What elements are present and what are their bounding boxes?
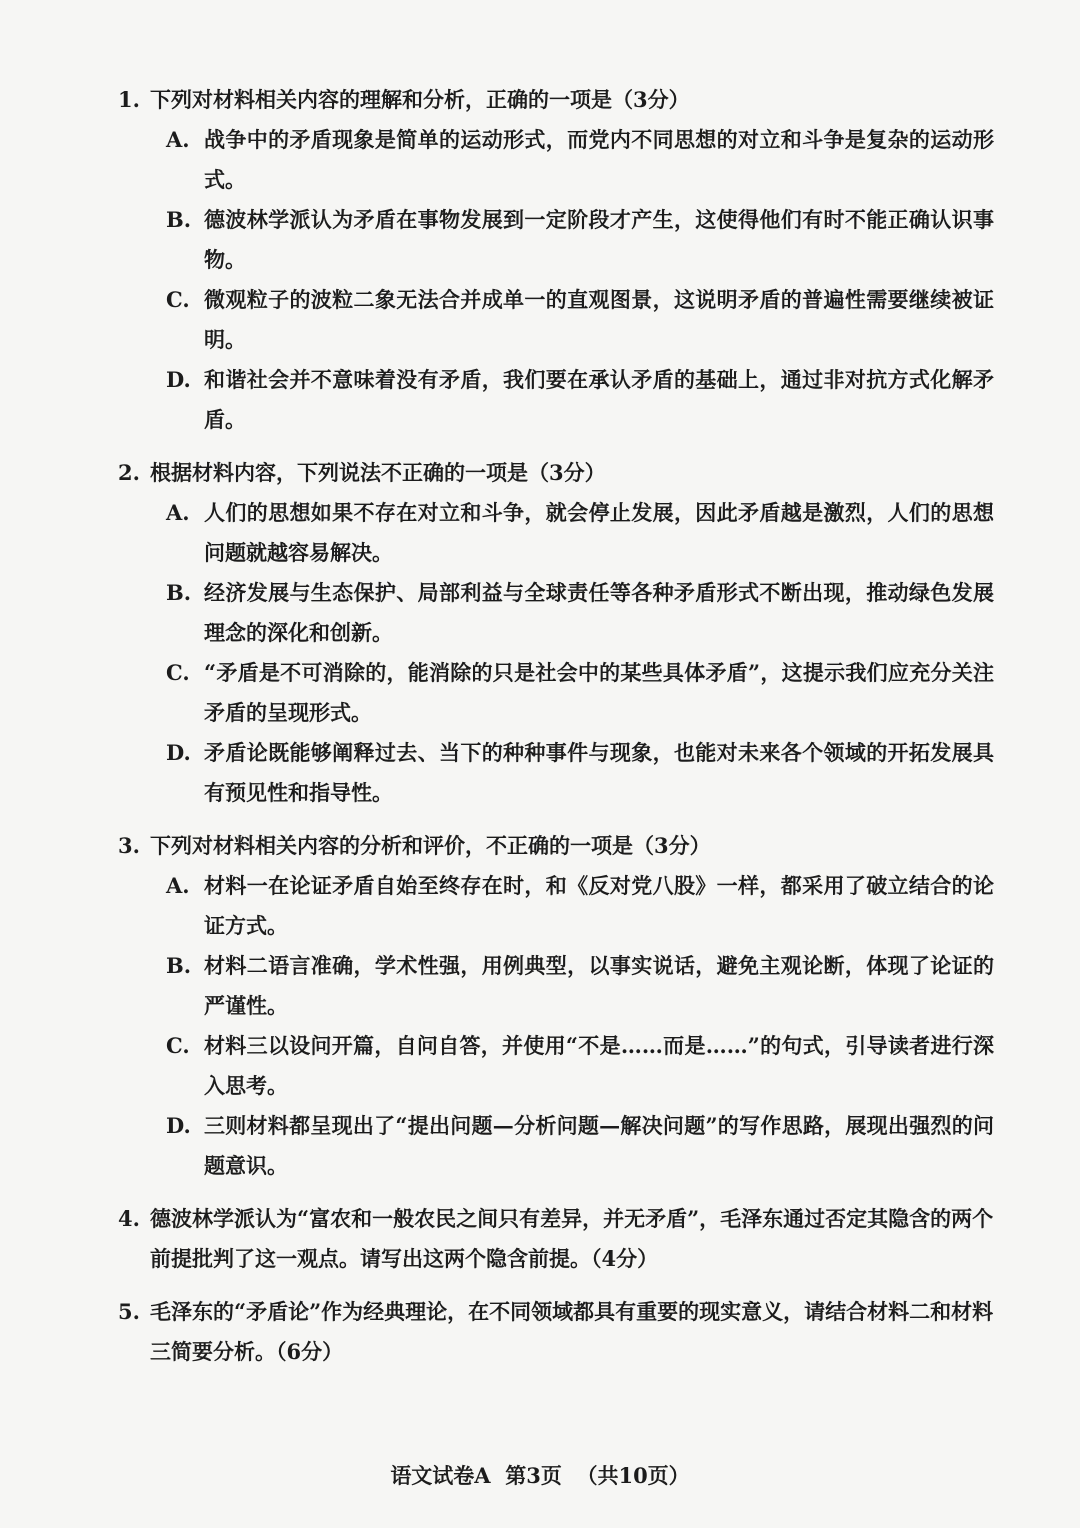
option-letter: D. (166, 1113, 191, 1138)
option-2-b (118, 573, 994, 653)
page-footer: 语文试卷A 第3页 （共10页） (390, 1463, 690, 1488)
option-text: 和谐社会并不意味着没有矛盾，我们要在承认矛盾的基础上，通过非对抗方式化解矛盾。 (204, 367, 994, 432)
question-text: 下列对材料相关内容的分析和评价，不正确的一项是（3分） (150, 833, 711, 858)
option-2-a (118, 493, 994, 573)
option-1-b (118, 200, 994, 280)
option-1-d (118, 360, 994, 440)
option-text: 经济发展与生态保护、局部利益与全球责任等各种矛盾形式不断出现，推动绿色发展理念的深化和创新。 (204, 580, 994, 645)
option-text: 微观粒子的波粒二象无法合并成单一的直观图景，这说明矛盾的普遍性需要继续被证明。 (204, 287, 994, 352)
option-text: 三则材料都呈现出了“提出问题—分析问题—解决问题”的写作思路，展现出强烈的问题意识。 (204, 1113, 994, 1178)
option-text: “矛盾是不可消除的，能消除的只是社会中的某些具体矛盾”，这提示我们应充分关注矛盾的呈现形式。 (204, 660, 994, 725)
question-text: 德波林学派认为“富农和一般农民之间只有差异，并无矛盾”，毛泽东通过否定其隐含的两个前提批判了这一观点。请写出这两个隐含前提。（4分） (150, 1206, 994, 1271)
question-3 (118, 826, 994, 1186)
option-3-c (118, 1026, 994, 1106)
question-1 (118, 80, 994, 440)
option-letter: A. (166, 500, 190, 525)
question-text: 下列对材料相关内容的理解和分析，正确的一项是（3分） (150, 87, 690, 112)
option-letter: B. (166, 207, 192, 232)
question-number: 1. (118, 87, 140, 112)
option-3-a (118, 866, 994, 946)
question-text: 毛泽东的“矛盾论”作为经典理论，在不同领域都具有重要的现实意义，请结合材料二和材料三简要分析。（6分） (150, 1299, 994, 1364)
option-1-a (118, 120, 994, 200)
option-letter: C. (166, 660, 190, 685)
option-text: 矛盾论既能够阐释过去、当下的种种事件与现象，也能对未来各个领域的开拓发展具有预见性和指导性。 (204, 740, 994, 805)
option-text: 战争中的矛盾现象是简单的运动形式，而党内不同思想的对立和斗争是复杂的运动形式。 (204, 127, 994, 192)
option-1-c (118, 280, 994, 360)
option-text: 材料三以设问开篇，自问自答，并使用“不是……而是……”的句式，引导读者进行深入思考。 (204, 1033, 994, 1098)
option-3-d (118, 1106, 994, 1186)
option-3-b (118, 946, 994, 1026)
option-letter: D. (166, 367, 191, 392)
question-stem (118, 453, 994, 493)
option-text: 德波林学派认为矛盾在事物发展到一定阶段才产生，这使得他们有时不能正确认识事物。 (204, 207, 994, 272)
option-letter: A. (166, 873, 190, 898)
option-letter: C. (166, 1033, 190, 1058)
question-5 (118, 1292, 994, 1372)
question-4 (118, 1199, 994, 1279)
option-letter: B. (166, 580, 192, 605)
option-letter: D. (166, 740, 191, 765)
question-number: 2. (118, 460, 140, 485)
option-letter: B. (166, 953, 192, 978)
question-number: 3. (118, 833, 140, 858)
question-stem (118, 80, 994, 120)
option-2-d (118, 733, 994, 813)
question-stem (118, 1199, 994, 1279)
option-text: 材料一在论证矛盾自始至终存在时，和《反对党八股》一样，都采用了破立结合的论证方式。 (204, 873, 994, 938)
option-letter: C. (166, 287, 190, 312)
question-number: 4. (118, 1206, 140, 1231)
question-2 (118, 453, 994, 813)
question-stem (118, 826, 994, 866)
question-text: 根据材料内容，下列说法不正确的一项是（3分） (150, 460, 606, 485)
option-text: 材料二语言准确，学术性强，用例典型，以事实说话，避免主观论断，体现了论证的严谨性。 (204, 953, 994, 1018)
question-number: 5. (118, 1299, 140, 1324)
option-2-c (118, 653, 994, 733)
option-text: 人们的思想如果不存在对立和斗争，就会停止发展，因此矛盾越是激烈，人们的思想问题就越容易解决。 (204, 500, 994, 565)
option-letter: A. (166, 127, 190, 152)
question-stem (118, 1292, 994, 1372)
question-list (118, 80, 994, 1372)
